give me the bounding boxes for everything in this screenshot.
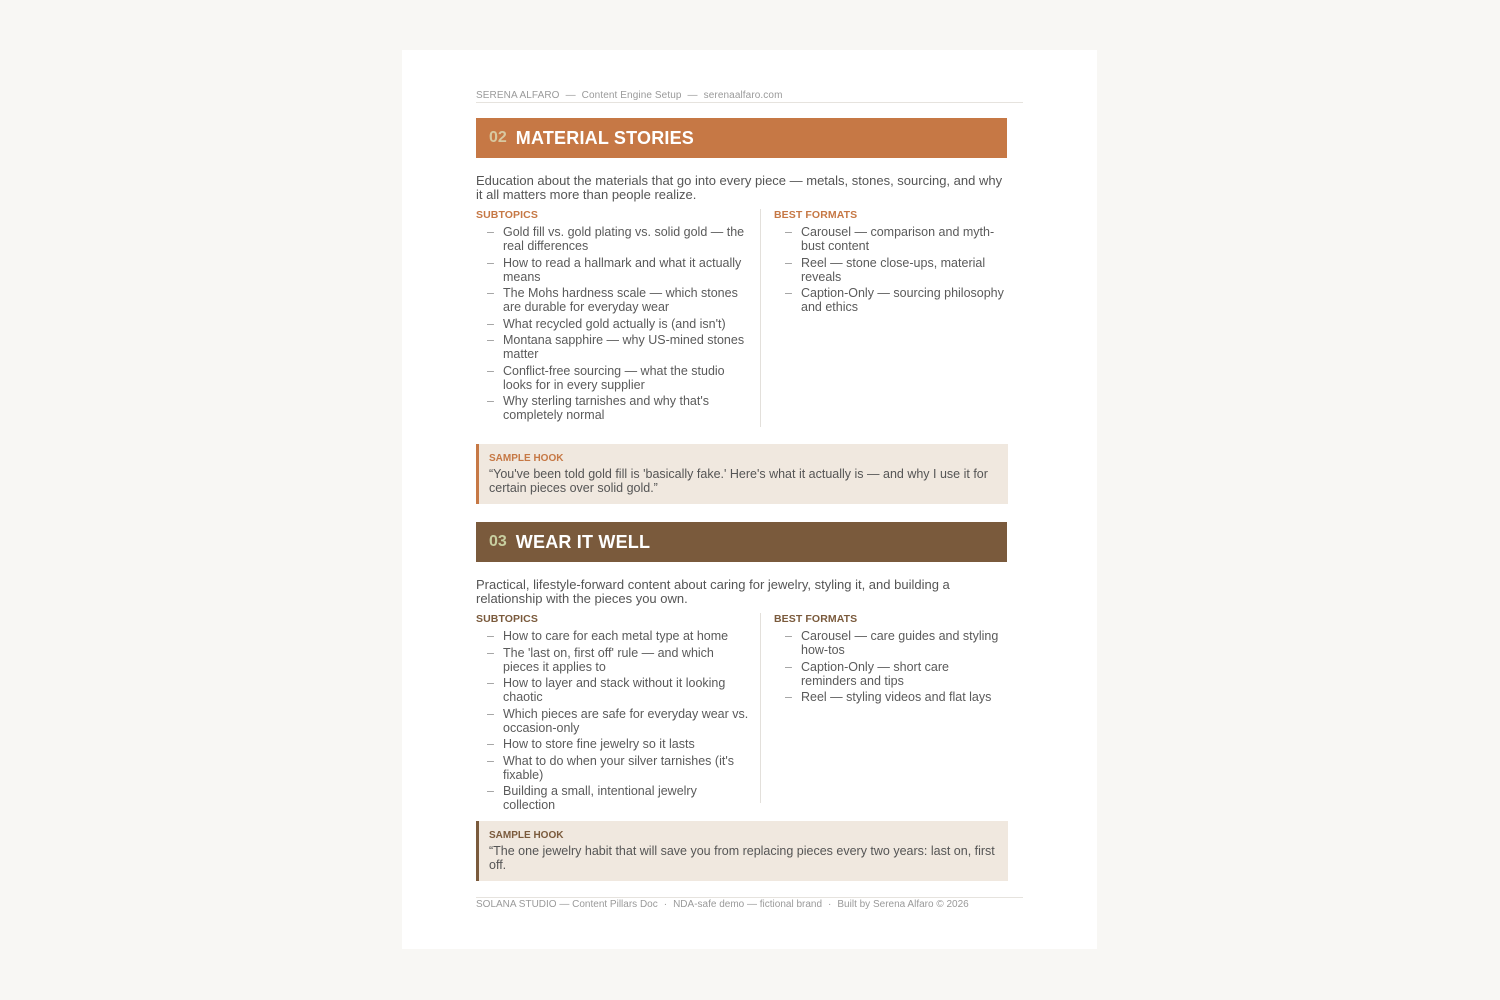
subtopics-label: SUBTOPICS — [476, 209, 538, 221]
running-header — [476, 90, 1023, 103]
list-item: – Caption-Only — sourcing philosophy and ethics — [774, 286, 1007, 314]
list-item: – How to layer and stack without it looking chaotic — [476, 676, 760, 704]
subtopics-column — [476, 613, 761, 812]
section-03-intro: Practical, lifestyle-forward content about caring for jewelry, styling it, and building a relationship with the pieces you own. — [476, 577, 950, 606]
footer-dot: · — [663, 899, 668, 910]
list-item: – Reel — styling videos and flat lays — [774, 690, 1007, 704]
hook-text: “The one jewelry habit that will save you from replacing pieces every two years: last on, first off. — [489, 844, 995, 872]
list-item: – Why sterling tarnishes and why that's completely normal — [476, 394, 760, 422]
section-title: MATERIAL STORIES — [515, 127, 695, 148]
list-item: – What to do when your silver tarnishes (it's fixable) — [476, 754, 760, 782]
footer-dot: · — [828, 899, 832, 910]
hook-text: “You've been told gold fill is 'basically fake.' Here's what it actually is — and why I use it for certain pieces over solid gold.” — [489, 467, 988, 495]
subtopics-column — [476, 209, 761, 427]
section-02-sample-hook — [476, 444, 1008, 504]
formats-column — [774, 209, 1007, 317]
hook-label: SAMPLE HOOK — [489, 830, 564, 841]
list-item: – Building a small, intentional jewelry collection — [476, 784, 760, 812]
header-author: SERENA ALFARO — [476, 90, 560, 101]
list-item: – The Mohs hardness scale — which stones are durable for everyday wear — [476, 286, 760, 314]
header-separator: — — [565, 90, 576, 101]
page-footer — [476, 897, 1023, 910]
section-title: WEAR IT WELL — [515, 531, 651, 552]
section-number: 02 — [489, 129, 507, 146]
header-doc-title: Content Engine Setup — [581, 90, 682, 101]
subtopics-list — [476, 225, 760, 422]
section-02-intro: Education about the materials that go into every piece — metals, stones, sourcing, and why it all matters more than people realize. — [476, 173, 1003, 202]
header-website: serenaalfaro.com — [703, 90, 783, 101]
list-item: – Conflict-free sourcing — what the studio looks for in every supplier — [476, 364, 760, 392]
hook-label: SAMPLE HOOK — [489, 453, 564, 464]
list-item: – How to read a hallmark and what it actually means — [476, 256, 760, 284]
section-03-sample-hook — [476, 821, 1008, 881]
list-item: – Carousel — care guides and styling how-tos — [774, 629, 1007, 657]
document-page — [402, 50, 1097, 949]
list-item: – How to store fine jewelry so it lasts — [476, 737, 760, 751]
formats-list — [774, 225, 1007, 314]
list-item: – Montana sapphire — why US-mined stones matter — [476, 333, 760, 361]
list-item: – Carousel — comparison and myth-bust content — [774, 225, 1007, 253]
footer-credit: Built by Serena Alfaro © 2026 — [837, 899, 969, 910]
formats-column — [774, 613, 1007, 707]
list-item: – Which pieces are safe for everyday wear vs. occasion-only — [476, 707, 760, 735]
formats-list — [774, 629, 1007, 704]
list-item: – Gold fill vs. gold plating vs. solid gold — the real differences — [476, 225, 760, 253]
footer-demo-note: NDA-safe demo — fictional brand — [673, 899, 823, 910]
formats-label: BEST FORMATS — [774, 209, 858, 221]
footer-brand-doc: SOLANA STUDIO — Content Pillars Doc — [476, 899, 658, 910]
header-separator: — — [687, 90, 698, 101]
subtopics-label: SUBTOPICS — [476, 613, 538, 625]
list-item: – The 'last on, first off' rule — and which pieces it applies to — [476, 646, 760, 674]
list-item: – What recycled gold actually is (and isn't) — [476, 317, 760, 331]
section-number: 03 — [489, 533, 507, 550]
subtopics-list — [476, 629, 760, 812]
list-item: – Caption-Only — short care reminders and tips — [774, 660, 1007, 688]
formats-label: BEST FORMATS — [774, 613, 858, 625]
section-02-banner — [476, 118, 1007, 158]
section-03-banner — [476, 522, 1007, 562]
list-item: – Reel — stone close-ups, material reveals — [774, 256, 1007, 284]
list-item: – How to care for each metal type at home — [476, 629, 760, 643]
